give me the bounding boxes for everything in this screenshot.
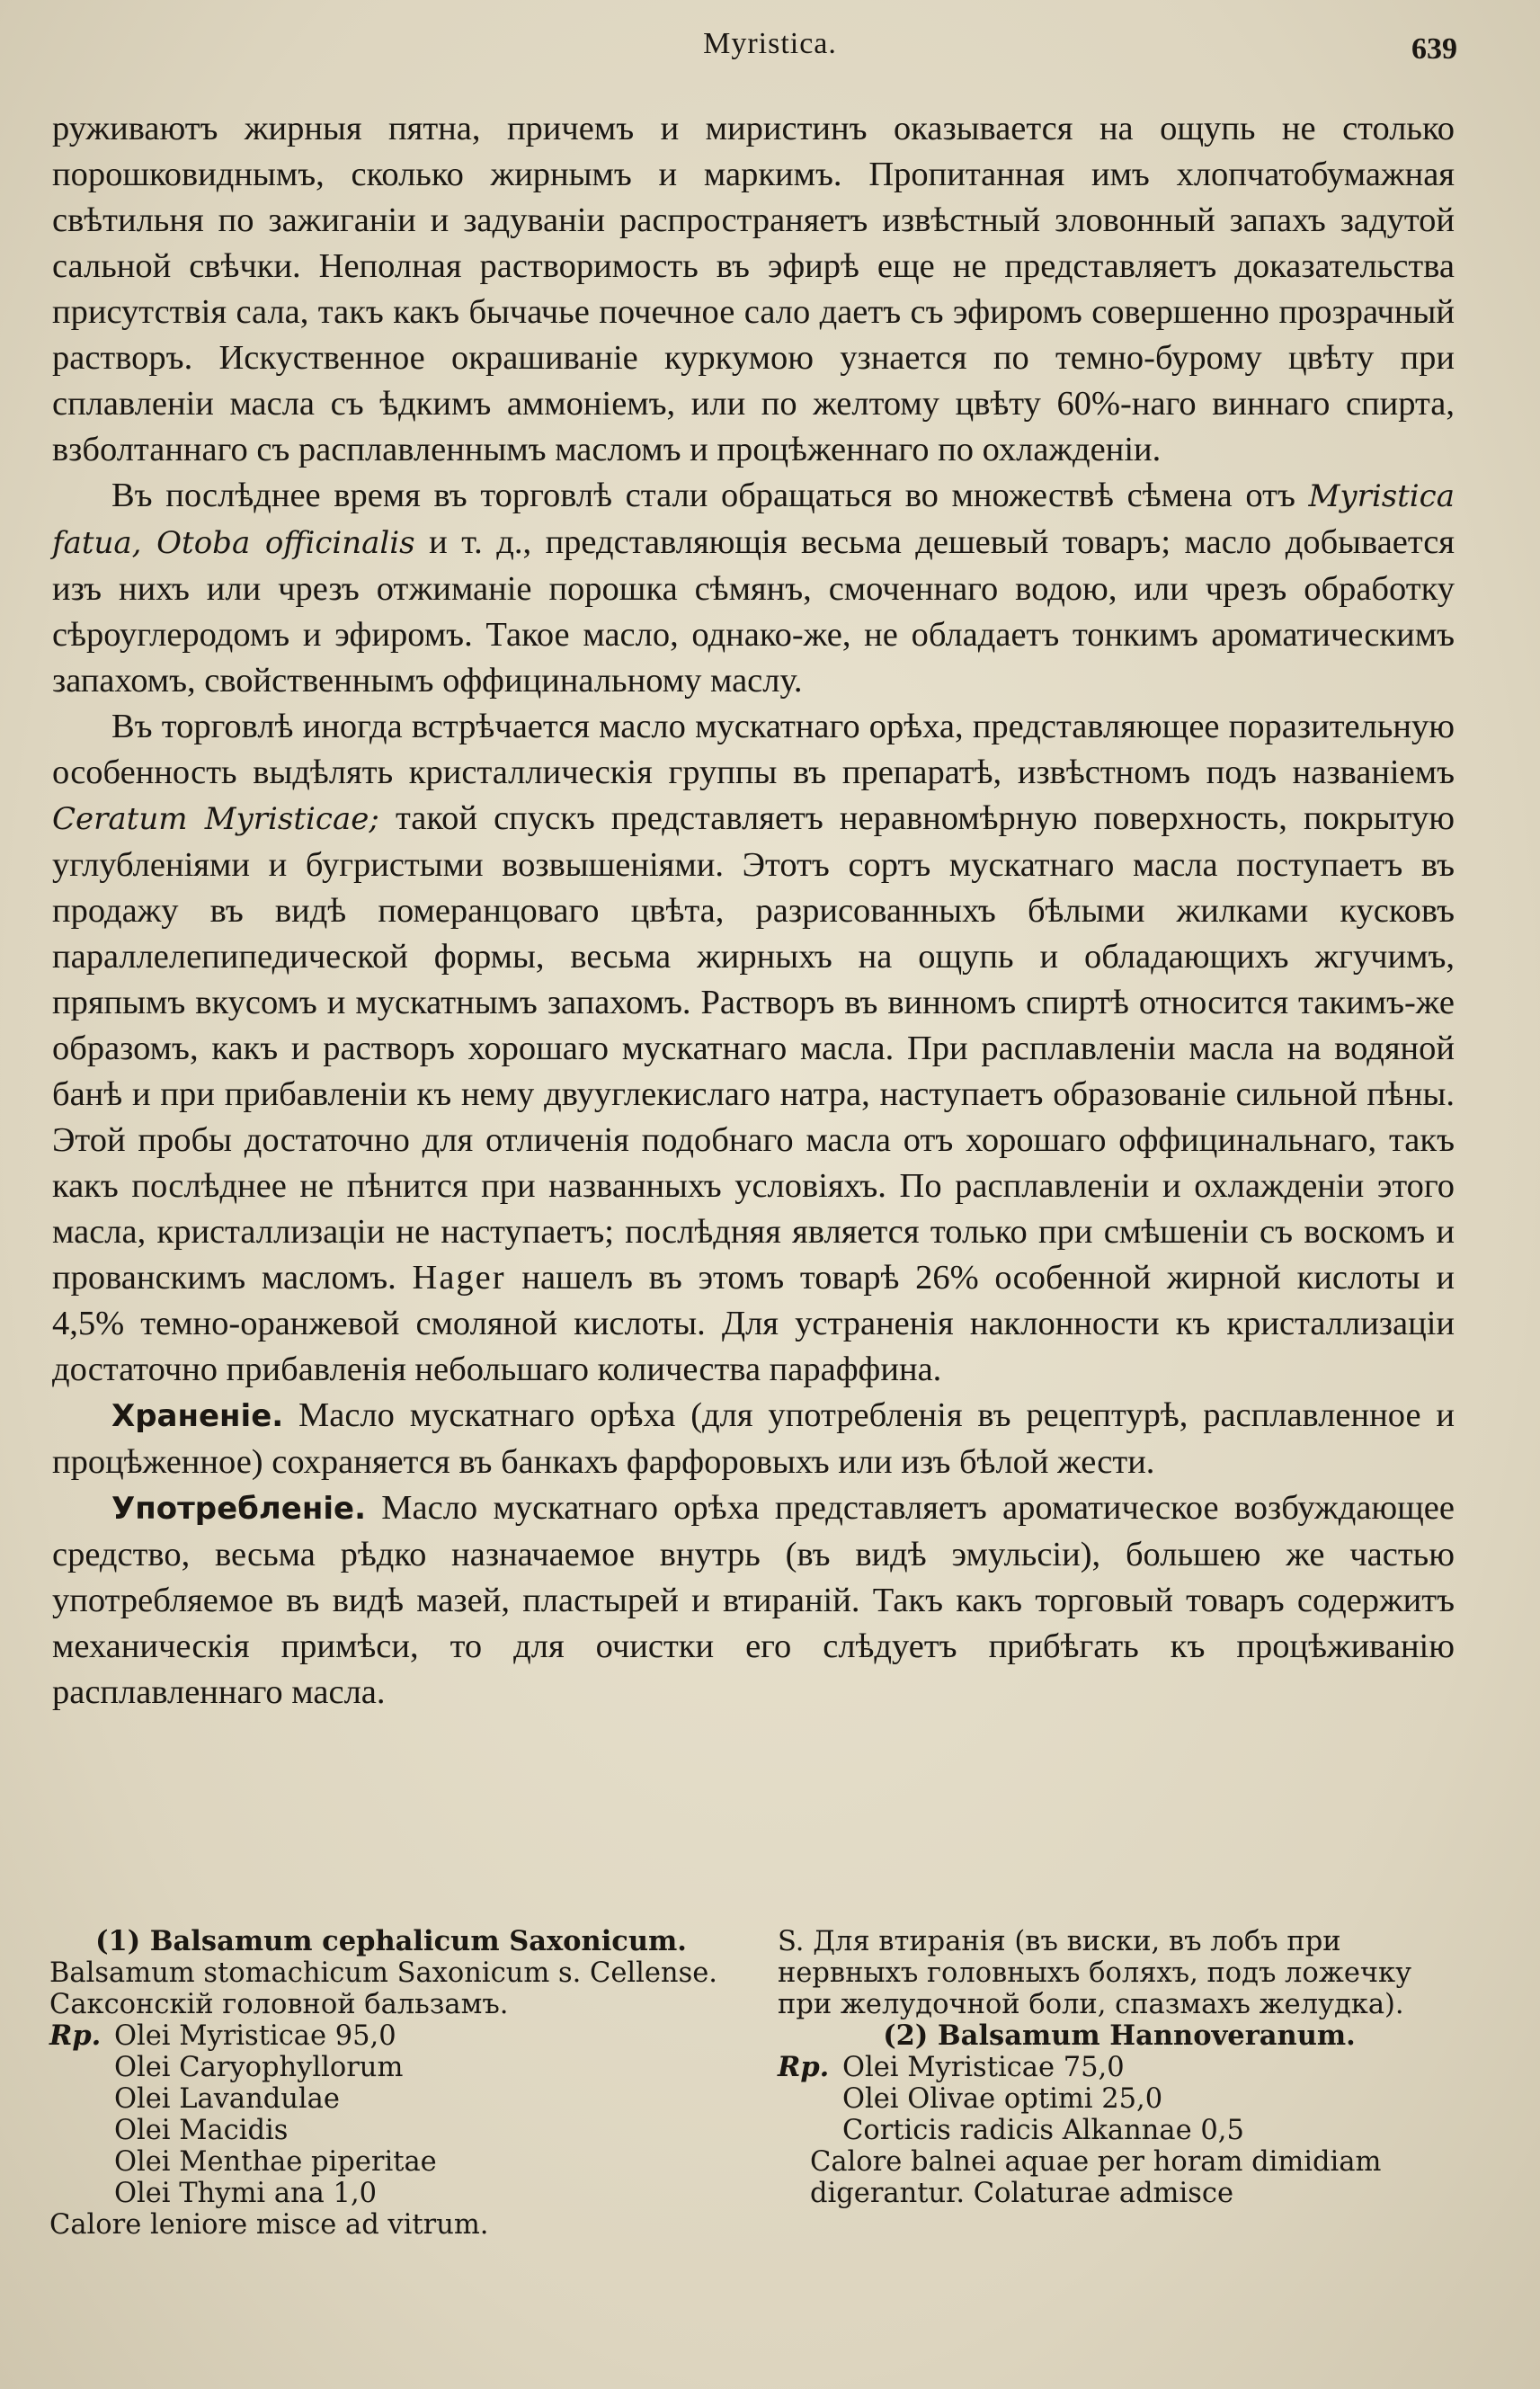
paragraph-3-text-b: такой спускъ представляетъ неравномѣрную поверхность, покрытую углубленіями и бугристыми возвышеніями. Этотъ сортъ мускатнаго масла поступаетъ въ продажу въ видѣ померанцоваго цвѣта, разрисованныхъ бѣлыми жилками кусковъ параллелепипедической формы, весьма жирныхъ на ощупь и обладающихъ жгучимъ, пряпымъ вкусомъ и мускатнымъ запахомъ. Растворъ въ винномъ спиртѣ относится такимъ-же образомъ, какъ и растворъ хорошаго мускатнаго масла. При расплавленіи масла на водяной банѣ и при прибавленіи къ нему двууглекислаго натра, наступаетъ образованіе сильной пѣны. Этой пробы достаточно для отличенія подобнаго масла отъ хорошаго оффицинальнаго, такъ какъ послѣднее не пѣнится при названныхъ условіяхъ. По расплавленіи и охлажденіи этого масла, кристаллизаціи не наступаетъ; послѣдняя является только при смѣшеніи съ воскомъ и прованскимъ масломъ.: [52, 799, 1455, 1297]
paragraph-2-text-a: Въ послѣднее время въ торговлѣ стали обращаться во множествѣ сѣмена отъ: [111, 477, 1309, 514]
recipe-1-subtitle: Balsamum stomachicum Saxonicum s. Cellense. Саксонскій головной бальзамъ.: [49, 1957, 717, 2020]
storage-heading: Храненіе.: [111, 1398, 284, 1434]
ingredient: Corticis radicis Alkannae 0,5: [842, 2115, 1244, 2146]
ingredient: Olei Macidis: [114, 2115, 289, 2146]
ingredient: Olei Thymi ana 1,0: [114, 2178, 378, 2209]
paragraph-3-text-a: Въ торговлѣ иногда встрѣчается масло мускатнаго орѣха, представляющее поразительную особенность выдѣлять кристаллическія группы въ препаратѣ, извѣстномъ подъ названіемъ: [52, 708, 1455, 791]
recipe-2-ingredients: [778, 2052, 1461, 2146]
species-names: Myristica fatua, Otoba officinalis: [52, 478, 1455, 561]
paragraph-3: [52, 704, 1455, 1393]
recipe-2-instruction: Calore balnei aquae per horam dimidiam digerantur. Colaturae admisce: [810, 2146, 1382, 2209]
storage-text: Масло мускатнаго орѣха (для употребленія въ рецептурѣ, расплавленное и процѣженное) сохраняется въ банкахъ фарфоровыхъ или изъ бѣлой жести.: [52, 1396, 1455, 1481]
body-text: [52, 106, 1455, 1716]
ingredient: Olei Myristicae 75,0: [842, 2052, 1125, 2083]
recipe-symbol: Rp.: [49, 2019, 102, 2052]
recipes-section: [49, 1926, 1461, 2376]
ingredient: Olei Lavandulae: [114, 2083, 340, 2115]
ingredient-line: [49, 2020, 733, 2052]
recipe-1-signa: S. Для втиранія (въ виски, въ лобъ при нервныхъ головныхъ боляхъ, подъ ложечку при желудочной боли, спазмахъ желудка).: [778, 1926, 1412, 2020]
ingredient-line: [778, 2052, 1461, 2083]
paragraph-2: [52, 473, 1455, 704]
ingredient: Olei Olivae optimi 25,0: [842, 2083, 1163, 2115]
page-number: 639: [1411, 32, 1457, 66]
recipe-1: [49, 1926, 733, 2241]
paragraph-2-text-b: и т. д., представляющія весьма дешевый товаръ; масло добывается изъ нихъ или чрезъ отжиманіе порошка сѣмянъ, смоченнаго водою, или чрезъ обработку сѣроуглеродомъ и эфиромъ. Такое масло, однако-же, не обладаетъ тонкимъ ароматическимъ запахомъ, свойственнымъ оффицинальному маслу.: [52, 523, 1455, 700]
recipe-1-instruction: Calore leniore misce ad vitrum.: [49, 2209, 489, 2241]
usage-heading: Употребленіе.: [111, 1491, 366, 1527]
running-head: Myristica.: [703, 27, 837, 60]
ingredient: Olei Caryophyllorum: [114, 2052, 404, 2083]
ingredient: Olei Menthae piperitae: [114, 2146, 437, 2178]
recipe-1-title: (1) Balsamum cephalicum Saxonicum.: [95, 1925, 687, 1957]
paragraph-storage: [52, 1393, 1455, 1485]
paragraph-3-text-c: нашелъ въ этомъ товарѣ 26% особенной жирной кислоты и 4,5% темно-оранжевой смоляной кислоты. Для устраненія наклонности къ кристаллизаціи достаточно прибавленія небольшаго количества параффина.: [52, 1259, 1455, 1388]
preparation-name: Ceratum Myristicae;: [52, 801, 379, 837]
recipe-1-ingredients: [49, 2020, 733, 2209]
paragraph-usage: [52, 1485, 1455, 1716]
author-name: Hager: [412, 1259, 506, 1297]
recipe-symbol: Rp.: [778, 2051, 830, 2083]
usage-text: Масло мускатнаго орѣха представляетъ ароматическое возбуждающее средство, весьма рѣдко назначаемое внутрь (въ видѣ эмульсіи), большею же частью употребляемое въ видѣ мазей, пластырей и втираній. Такъ какъ торговый товаръ содержитъ механическія примѣси, то для очистки его слѣдуетъ прибѣгать къ процѣживанію расплавленнаго масла.: [52, 1489, 1455, 1711]
recipe-2-title: (2) Balsamum Hannoveranum.: [883, 2019, 1356, 2052]
ingredient: Olei Myristicae 95,0: [114, 2020, 396, 2052]
recipe-column-right: [778, 1926, 1461, 2209]
paragraph-1: руживаютъ жирныя пятна, причемъ и миристинъ оказывается на ощупь не столько порошковиднымъ, сколько жирнымъ и маркимъ. Пропитанная имъ хлопчатобумажная свѣтильня по зажиганіи и задуваніи распространяетъ извѣстный зловонный запахъ задутой сальной свѣчки. Неполная растворимость въ эфирѣ еще не представляетъ доказательства присутствія сала, такъ какъ бычачье почечное сало даетъ съ эфиромъ совершенно прозрачный растворъ. Искуственное окрашиваніе куркумою узнается по темно-бурому цвѣту при сплавленіи масла съ ѣдкимъ аммоніемъ, или по желтому цвѣту 60%-наго виннаго спирта, взболтаннаго съ расплавленнымъ масломъ и процѣженнаго по охлажденіи.: [52, 110, 1455, 468]
